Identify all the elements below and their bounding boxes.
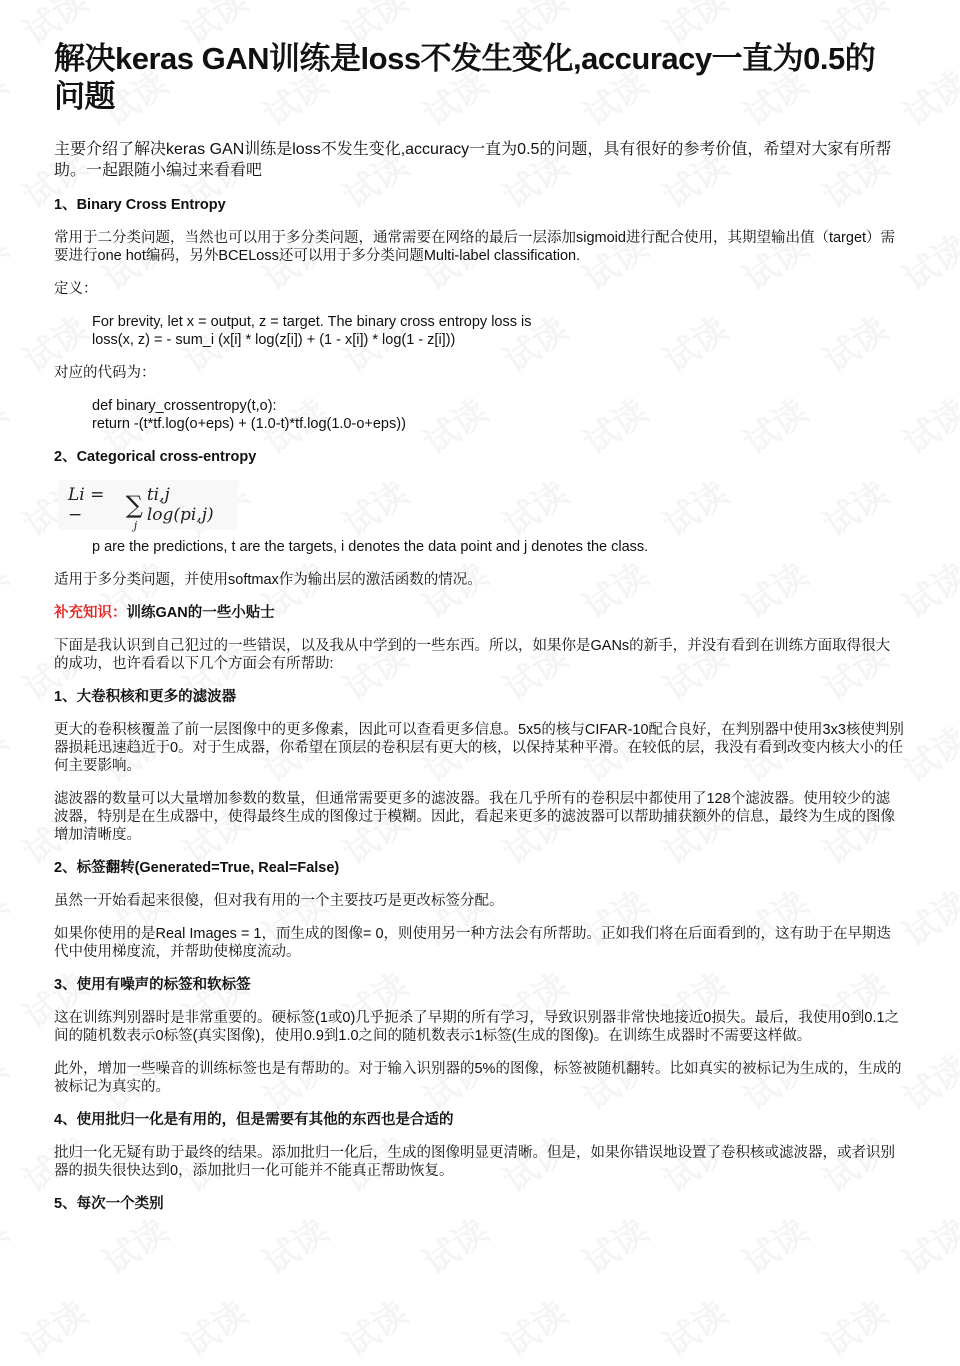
tip-heading: 5、每次一个类别	[54, 1196, 164, 1212]
code-label: 对应的代码为：	[54, 365, 156, 381]
watermark-text	[892, 1205, 960, 1284]
tip-paragraph: 批归一化无疑有助于最终的结果。添加批归一化后，生成的图像明显更清晰。但是，如果你错误地设置了卷积核或滤波器，或者识别器的损失很快达到0，添加批归一化可能并不能真正帮助恢复。	[54, 1145, 895, 1179]
watermark-text	[412, 1205, 496, 1284]
bce-description: 常用于二分类问题，当然也可以用于多分类问题，通常需要在网络的最后一层添加sigmoid进行配合使用，其期望输出值（target）需要进行one hot编码，另外BCELoss还可以用于多分类问题Multi-label classification.	[54, 230, 896, 264]
watermark-text	[172, 1287, 256, 1366]
code-line: return -(t*tf.log(o+eps) + (1.0-t)*tf.log(1.0-o+eps))	[92, 416, 406, 432]
definition-line: loss(x, z) = - sum_i (x[i] * log(z[i]) + (1 - x[i]) * log(1 - z[i]))	[92, 332, 456, 348]
section-heading-binary-cross-entropy: 1、Binary Cross Entropy	[54, 197, 226, 213]
definition-line: For brevity, let x = output, z = target. The binary cross entropy loss is	[92, 314, 532, 330]
formula-note: p are the predictions, t are the targets, i denotes the data point and j denotes the class.	[92, 539, 649, 555]
tip-paragraph: 此外，增加一些噪音的训练标签也是有帮助的。对于输入识别器的5%的图像，标签被随机翻转。比如真实的被标记为生成的，生成的被标记为真实的。	[54, 1061, 902, 1095]
tip-paragraph: 这在训练判别器时是非常重要的。硬标签(1或0)几乎扼杀了早期的所有学习，导致识别器非常快地接近0损失。最后，我使用0到0.1之间的随机数表示0标签(真实图像)，使用0.9到1.0之间的随机数表示1标签(生成的图像)。在训练生成器时不需要这样做。	[54, 1010, 900, 1044]
tip-heading: 4、使用批归一化是有用的，但是需要有其他的东西也是合适的	[54, 1112, 454, 1128]
watermark-text	[812, 1287, 896, 1366]
watermark-text	[492, 1287, 576, 1366]
supplement-title: 训练GAN的一些小贴士	[126, 605, 275, 621]
formula-rhs: ti,j log(pi,j)	[146, 485, 214, 525]
supplement-heading	[54, 604, 904, 622]
intro-paragraph: 主要介绍了解决keras GAN训练是loss不发生变化,accuracy一直为0.5的问题，具有很好的参考价值，希望对大家有所帮助。一起跟随小编过来看看吧	[54, 141, 892, 179]
code-block	[54, 397, 906, 433]
watermark-text	[252, 1205, 336, 1284]
watermark-text	[332, 1287, 416, 1366]
code-line: def binary_crossentropy(t,o):	[92, 398, 277, 414]
supplement-label: 补充知识：	[54, 605, 127, 621]
tip-paragraph: 滤波器的数量可以大量增加参数的数量，但通常需要更多的滤波器。我在几乎所有的卷积层中都使用了128个滤波器。使用较少的滤波器，特别是在生成器中，使得最终生成的图像过于模糊。因此，看起来更多的滤波器可以帮助捕获额外的信息，最终为生成的图像增加清晰度。	[54, 791, 895, 843]
tip-paragraph: 虽然一开始看起来很傻，但对我有用的一个主要技巧是更改标签分配。	[54, 893, 504, 909]
definition-block	[54, 313, 906, 349]
watermark-text	[12, 1287, 96, 1366]
categorical-description: 适用于多分类问题，并使用softmax作为输出层的激活函数的情况。	[54, 572, 482, 588]
section-heading-categorical-cross-entropy: 2、Categorical cross-entropy	[54, 449, 257, 465]
supplement-intro: 下面是我认识到自己犯过的一些错误，以及我从中学到的一些东西。所以，如果你是GANs的新手，并没有看到在训练方面取得很大的成功，也许看看以下几个方面会有所帮助:	[54, 638, 891, 672]
watermark-text	[652, 1287, 736, 1366]
formula-image	[58, 480, 238, 530]
tip-heading: 3、使用有噪声的标签和软标签	[54, 977, 251, 993]
formula-lhs: Li = −	[68, 485, 105, 525]
tip-paragraph: 如果你使用的是Real Images = 1，而生成的图像= 0，则使用另一种方法会有所帮助。正如我们将在后面看到的，这有助于在早期迭代中使用梯度流，并帮助使梯度流动。	[54, 926, 892, 960]
page-title: 解决keras GAN训练是loss不发生变化,accuracy一直为0.5的问题	[54, 41, 876, 114]
tip-heading: 2、标签翻转(Generated=True, Real=False)	[54, 860, 340, 876]
tip-paragraph: 更大的卷积核覆盖了前一层图像中的更多像素，因此可以查看更多信息。5x5的核与CIFAR-10配合良好，在判别器中使用3x3核使判别器损耗迅速趋近于0。对于生成器，你希望在顶层的卷积层有更大的核，以保持某种平滑。在较低的层，我没有看到改变内核大小的任何主要影响。	[54, 722, 904, 774]
tip-heading: 1、大卷积核和更多的滤波器	[54, 689, 237, 705]
watermark-text	[92, 1205, 176, 1284]
watermark-text	[0, 1205, 16, 1284]
definition-label: 定义：	[54, 281, 98, 297]
watermark-text	[732, 1205, 816, 1284]
watermark-text	[572, 1205, 656, 1284]
sum-symbol: ∑ j	[125, 491, 143, 532]
